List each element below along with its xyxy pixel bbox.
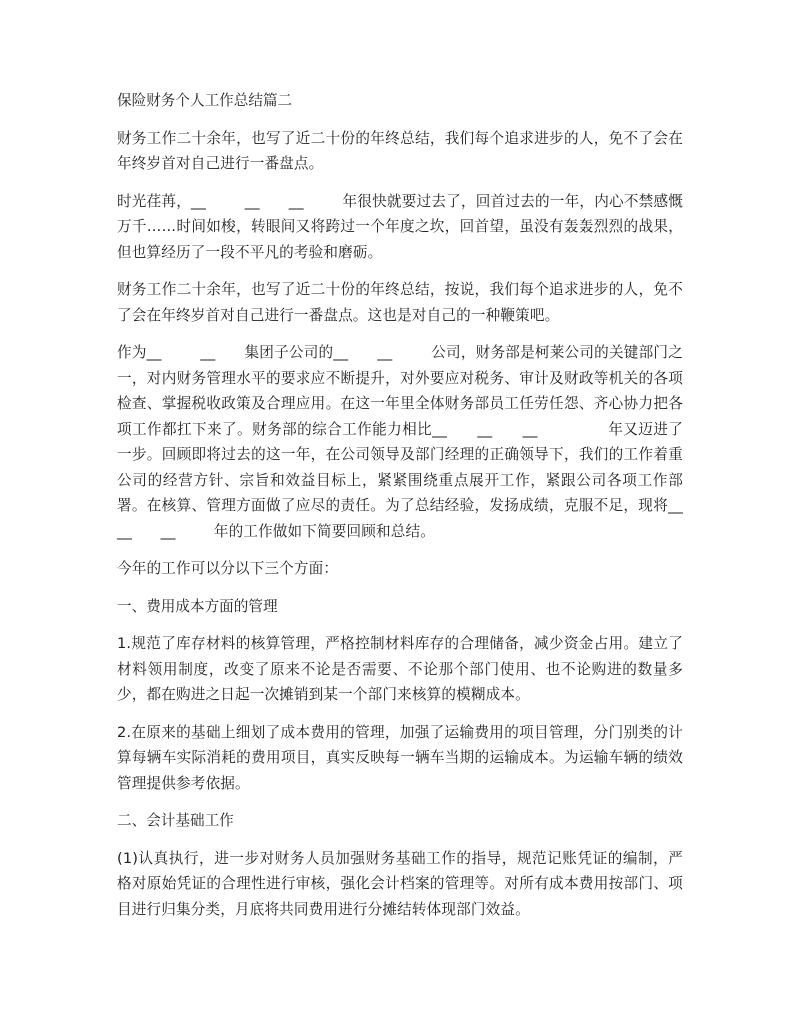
paragraph-1: 财务工作二十余年，也写了近二十份的年终总结，我们每个追求进步的人，免不了会在年终岁首对自己进行一番盘点。 [117,129,683,172]
paragraph-8: (1)认真执行，进一步对财务人员加强财务基础工作的指导，规范记账凭证的编制，严格对原始凭证的合理性进行审核，强化会计档案的管理等。对所有成本费用按部门、项目进行归集分类，月底将共同费用进行分摊结转体现部门效益。 [117,849,683,918]
paragraph-6: 1.规范了库存材料的核算管理，严格控制材料库存的合理储备，减少资金占用。建立了材料领用制度，改变了原来不论是否需要、不论那个部门使用、也不论购进的数量多少，都在购进之日起一次摊销到某一个部门来核算的模糊成本。 [117,635,683,703]
paragraph-4: 作为__ __ 集团子公司的__ __ 公司，财务部是柯莱公司的关键部门之一，对内财务管理水平的要求应不断提升，对外要应对税务、审计及财政等机关的各项检查、掌握税收政策及合理应用。在这一年里全体财务部员工任劳任怨、齐心协力把各项工作都扛下来了。财务部的综合工作能力相比__ __ __ 年又迈进了一步。回顾即将过去的这一年，在公司领导及部门经理的正确领导下，我们的工作着重 公司的经营方针、宗旨和效益目标上，紧紧围绕重点展开工作，紧跟公司各项工作部署。在核算、管理方面做了应尽的责任。为了总结经验，发扬成绩，克服不足，现将__ __ __ 年的工作做如下简要回顾和总结。 [117,344,722,540]
document-body [117,88,722,934]
section-heading-1: 一、费用成本方面的管理 [117,597,278,615]
section-heading-2: 二、会计基础工作 [117,812,234,829]
paragraph-2: 时光荏苒，__ __ __ 年很快就要过去了，回首过去的一年，内心不禁感慨万千……时间如梭，转眼间又将跨过一个年度之坎，回首望，虽没有轰轰烈烈的战果，但也算经历了一段不平凡的考验和磨砺。 [117,192,683,261]
paragraph-5: 今年的工作可以分以下三个方面： [117,560,339,577]
paragraph-3: 财务工作二十余年，也写了近二十份的年终总结，按说，我们每个追求进步的人，免不了会在年终岁首对自己进行一番盘点。这也是对自己的一种鞭策吧。 [117,281,683,324]
document-title: 保险财务个人工作总结篇二 [117,92,293,109]
paragraph-7: 2.在原来的基础上细划了成本费用的管理，加强了运输费用的项目管理，分门别类的计算每辆车实际消耗的费用项目，真实反映每一辆车当期的运输成本。为运输车辆的绩效管理提供参考依据。 [117,723,683,792]
